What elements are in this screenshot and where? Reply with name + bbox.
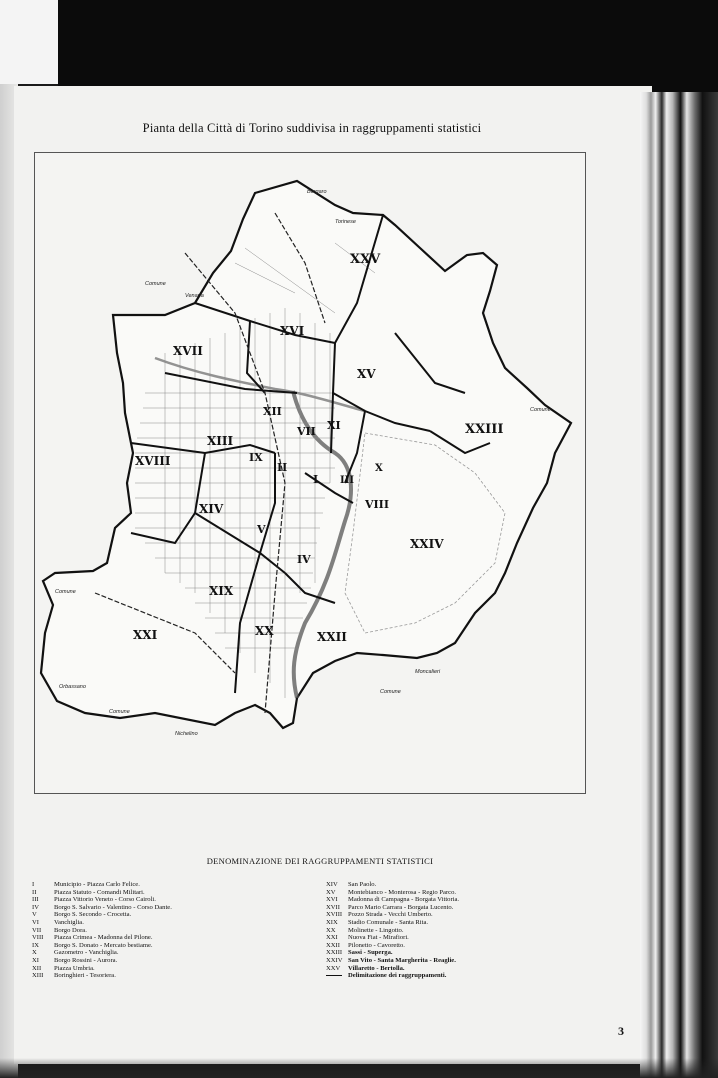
legend-row xyxy=(326,957,586,965)
region-numeral: II xyxy=(277,461,288,474)
legend-boundary-row xyxy=(326,972,586,980)
legend-row xyxy=(32,904,282,912)
legend-name: Borgo S. Secondo - Crocetta. xyxy=(54,911,132,919)
legend-row xyxy=(326,949,586,957)
legend-row xyxy=(32,889,282,897)
legend-name: Gazometro - Vanchiglia. xyxy=(54,949,119,957)
legend-number: XVI xyxy=(326,896,338,904)
scan-corner xyxy=(0,0,58,84)
legend-number: VIII xyxy=(32,934,44,942)
legend-name: Madonna di Campagna - Borgata Vittoria. xyxy=(348,896,460,904)
legend-name: Parco Mario Carrara - Borgata Lucento. xyxy=(348,903,454,911)
region-numeral: VII xyxy=(297,425,316,438)
legend-number: XIX xyxy=(326,918,338,926)
region-numeral: XVIII xyxy=(135,454,171,468)
legend-name: San Paolo. xyxy=(348,881,377,888)
page-number: 3 xyxy=(618,1024,624,1038)
region-numeral: XXIII xyxy=(465,422,504,437)
legend-number: XXIV xyxy=(326,956,343,964)
city-map xyxy=(34,152,586,794)
legend-number: II xyxy=(32,888,37,896)
legend-number: I xyxy=(32,881,35,888)
region-numeral: XX xyxy=(255,624,274,638)
legend-name: Molinette - Lingotto. xyxy=(348,926,404,934)
legend-name: Borgo Rossini - Aurora. xyxy=(54,956,118,964)
place-label: Moncalieri xyxy=(415,669,441,675)
legend-number: XXI xyxy=(326,934,338,942)
region-numeral: V xyxy=(257,523,266,536)
place-label: Orbassano xyxy=(59,684,86,690)
legend-number: XII xyxy=(32,964,42,972)
legend-row xyxy=(32,911,282,919)
region-numeral: XII xyxy=(263,405,282,418)
legend-name: Vanchiglia. xyxy=(54,918,84,926)
region-numeral: III xyxy=(340,475,355,486)
legend-name: Montebianco - Monterosa - Regio Parco. xyxy=(348,888,457,896)
legend-name: Borgo Dora. xyxy=(54,926,87,934)
legend-row xyxy=(326,911,586,919)
legend-number: XVII xyxy=(326,903,340,911)
legend-number: XV xyxy=(326,888,336,896)
legend-row xyxy=(32,972,282,980)
legend-name: Boringhieri - Tesoriera. xyxy=(54,972,116,980)
place-label: Comune xyxy=(145,281,166,287)
page-title: Pianta della Città di Torino suddivisa in raggruppamenti statistici xyxy=(142,121,482,135)
legend-row xyxy=(32,881,282,889)
place-label: Torinese xyxy=(335,219,356,225)
region-numeral: XIX xyxy=(209,584,234,598)
region-numeral: XIV xyxy=(199,502,224,516)
legend-row xyxy=(326,927,586,935)
legend-name: Borgo S. Salvario - Valentino - Corso Dante. xyxy=(54,903,172,911)
region-numeral: I xyxy=(313,473,319,486)
region-numeral: XI xyxy=(327,419,341,432)
legend-row xyxy=(32,934,282,942)
legend-name: Nuova Fiat - Mirafiori. xyxy=(348,934,409,942)
legend-number: XX xyxy=(326,926,336,934)
region-numeral: XXI xyxy=(133,628,158,642)
legend-number: VI xyxy=(32,918,39,926)
legend-row xyxy=(326,896,586,904)
legend-name: Piazza Umbria. xyxy=(54,964,95,972)
legend-row xyxy=(326,919,586,927)
scan-top-margin xyxy=(58,0,718,92)
map-drawing xyxy=(35,153,585,793)
place-label: Comune xyxy=(380,689,401,695)
legend-name: Piazza Vittorio Veneto - Corso Cairoli. xyxy=(54,896,156,904)
legend-name: Pilonetto - Cavoretto. xyxy=(348,941,405,949)
legend-name: Borgo S. Donato - Mercato bestiame. xyxy=(54,941,153,949)
legend-row xyxy=(32,965,282,973)
legend-left-column xyxy=(32,881,282,980)
legend-title: DENOMINAZIONE DEI RAGGRUPPAMENTI STATISTICI xyxy=(206,856,434,866)
legend-number: XIII xyxy=(32,972,44,980)
legend-number: XVIII xyxy=(326,911,343,919)
legend-number: XIV xyxy=(326,881,338,888)
legend-name: Piazza Statuto - Comandi Militari. xyxy=(54,888,145,896)
city-boundary xyxy=(41,181,571,728)
scan-bottom-edge xyxy=(0,1058,718,1078)
legend-row xyxy=(32,896,282,904)
legend-number: III xyxy=(32,896,39,904)
legend-name: Municipio - Piazza Carlo Felice. xyxy=(54,881,140,888)
legend-number: IX xyxy=(32,941,39,949)
region-numeral: XXIV xyxy=(410,537,444,551)
region-numeral: IV xyxy=(297,553,311,566)
region-numeral: IX xyxy=(249,451,263,464)
legend-number: XXII xyxy=(326,941,340,949)
place-label: Comune xyxy=(530,407,551,413)
legend-row xyxy=(32,919,282,927)
legend-number: V xyxy=(32,911,37,919)
place-label: Nichelino xyxy=(175,731,198,737)
region-numeral: XXV xyxy=(350,252,381,267)
legend-name: Sassi - Superga. xyxy=(348,949,393,957)
legend-right-column xyxy=(326,881,586,980)
place-label: Venaria xyxy=(185,293,204,299)
legend-number: XXIII xyxy=(326,949,343,957)
legend-row xyxy=(326,881,586,889)
region-numeral: XXII xyxy=(317,630,347,644)
legend-boundary-label: Delimitazione dei raggruppamenti. xyxy=(348,972,447,980)
legend-number: IV xyxy=(32,903,39,911)
book-spine xyxy=(640,92,718,1078)
legend-row xyxy=(326,965,586,973)
legend-row xyxy=(32,957,282,965)
legend-number: XXV xyxy=(326,964,341,972)
legend-name: Villaretto - Bertolla. xyxy=(348,964,405,972)
legend-row xyxy=(32,949,282,957)
legend-name: San Vito - Santa Margherita - Reaglie. xyxy=(348,956,456,964)
place-label: Borgaro xyxy=(307,189,327,195)
region-numeral: VIII xyxy=(365,498,389,511)
place-label: Comune xyxy=(55,589,76,595)
legend-number: VII xyxy=(32,926,42,934)
legend-line-symbol xyxy=(326,972,348,980)
region-numeral: X xyxy=(375,463,383,474)
place-label: Comune xyxy=(109,709,130,715)
legend-row xyxy=(32,942,282,950)
legend-row xyxy=(326,934,586,942)
legend-row xyxy=(326,942,586,950)
region-numeral: XVII xyxy=(173,344,203,358)
legend-name: Piazza Crimea - Madonna del Pilone. xyxy=(54,934,153,942)
legend-row xyxy=(326,904,586,912)
region-numeral: XV xyxy=(357,367,376,381)
legend-name: Pozzo Strada - Vecchi Umberto. xyxy=(348,911,433,919)
legend-row xyxy=(32,927,282,935)
legend-number: X xyxy=(32,949,37,957)
region-numeral: XVI xyxy=(280,324,305,338)
legend-row xyxy=(326,889,586,897)
legend-number: XI xyxy=(32,956,39,964)
region-numeral: XIII xyxy=(207,434,234,448)
legend-name: Stadio Comunale - Santa Rita. xyxy=(348,918,429,926)
